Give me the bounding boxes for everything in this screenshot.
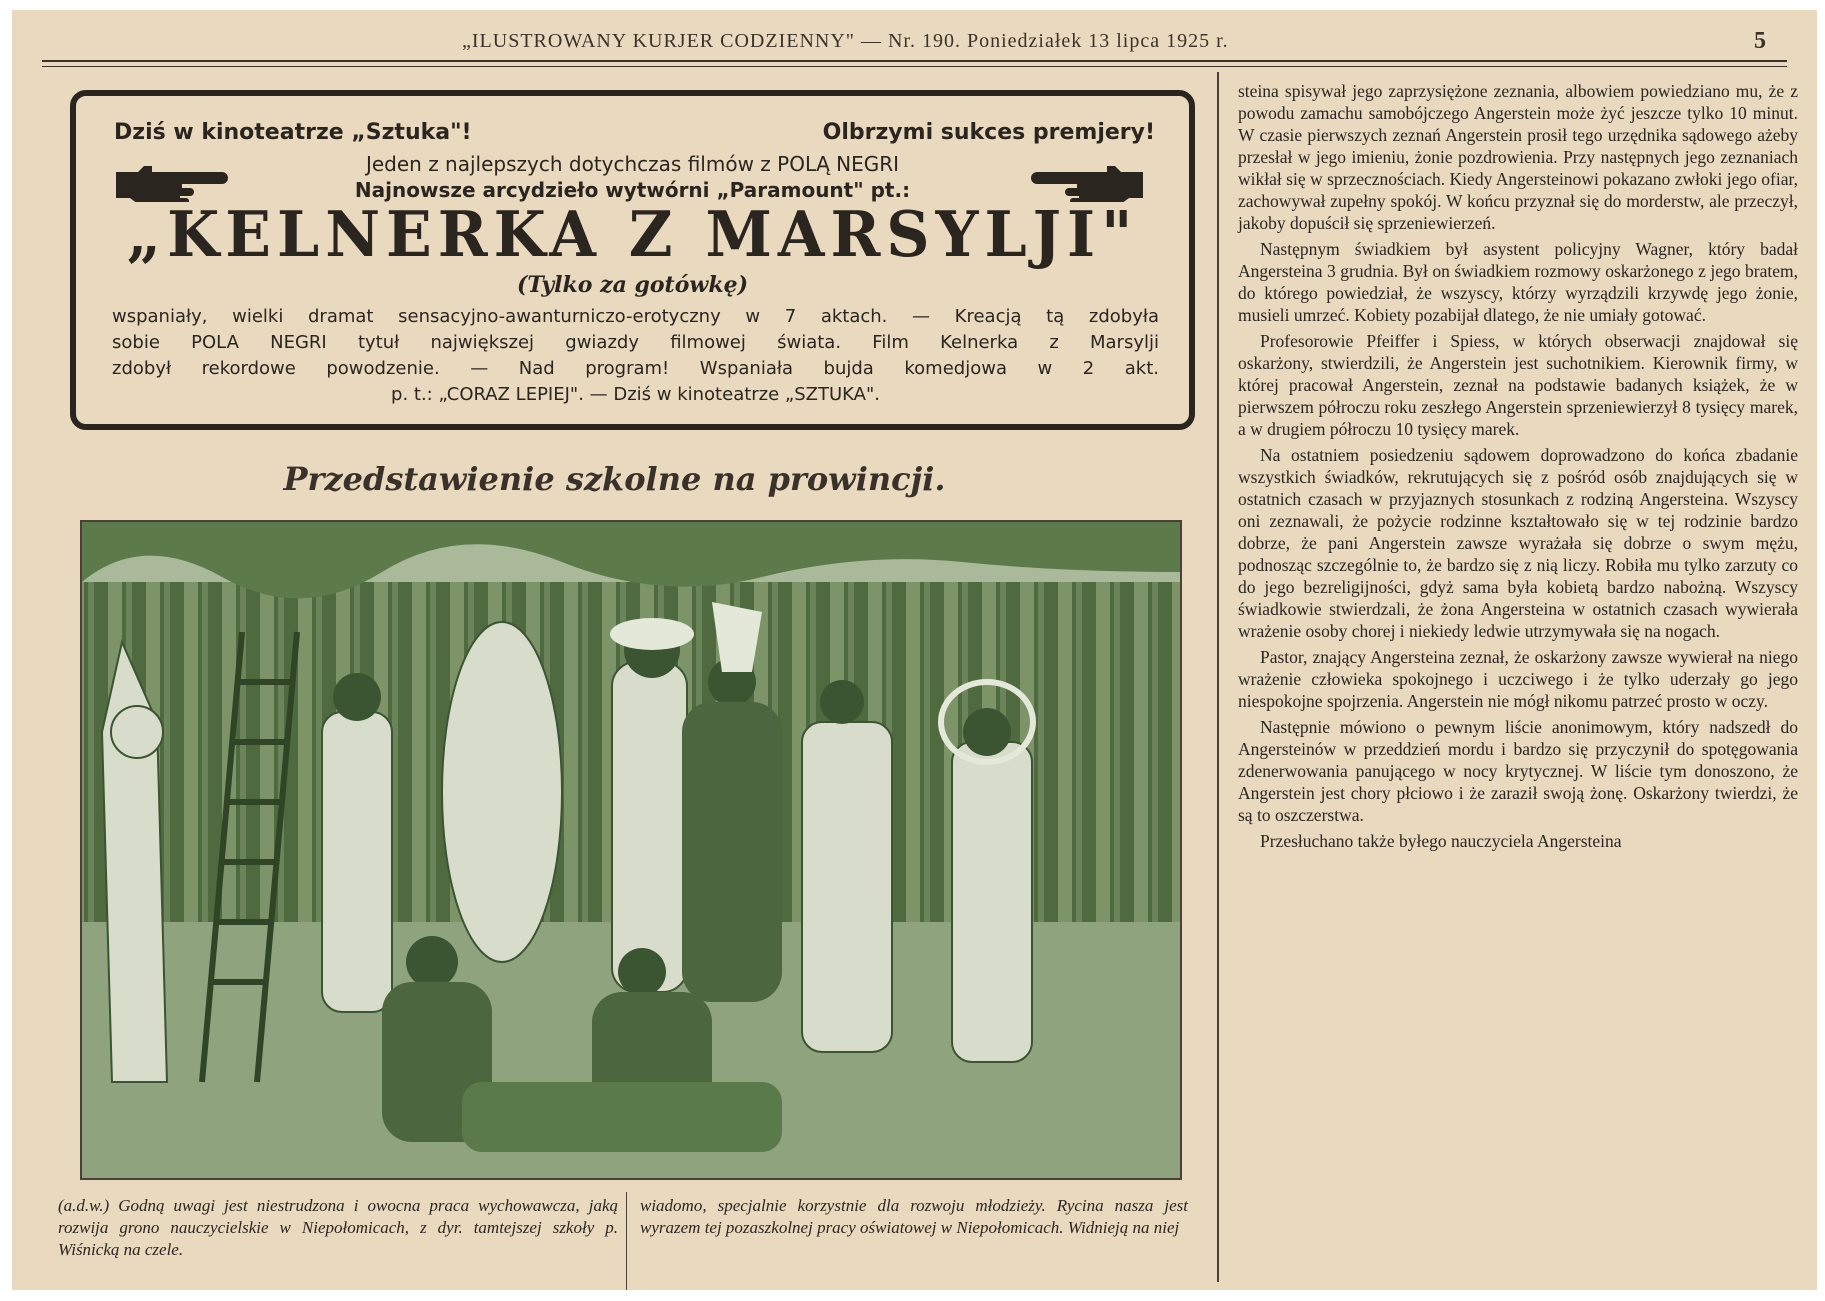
column-divider	[1217, 72, 1219, 1282]
article-paragraph: steina spisywał jego zaprzysiężone zeznania, albowiem powiedziano mu, że z powodu zamachu samobójczego Angerstein może żyć jeszcze tylko 10 minut. W czasie pierwszych zeznań Angerstein prosił tego urzędnika sądowego ażeby przesłał w jego imieniu, żonie pozdrowienia. Przy następnych jego zeznaniach wikłał się w sprzecznościach. Kiedy Angersteinowi pokazano zwłoki jego ofiar, zachowywał zupełny spokój. W końcu przyznał się do morderstw, ale przeczył, jakoby dopuścił się sprzeniewierzeń.	[1238, 81, 1798, 233]
ad-body-line: sobie POLA NEGRI tytuł największej gwiazdy filmowej świata. Film Kelnerka z Marsylji	[112, 332, 1159, 353]
header-rule	[42, 60, 1787, 67]
article-paragraph: Na ostatniem posiedzeniu sądowem doprowadzono do końca zbadanie wszystkich świadków, rekrutujących się z pośród osób znajdujących się w ostatnich czasach w przyjaznych stosunkach z rodziną Angersteina. Wszyscy oni zeznawali, że pożycie rodzinne kształtowało się w tej rodzinie bardzo dobrze, że pani Angerstein zawsze wyrażała się dobrze o swym mężu, podnosząc szczególnie to, że bardzo się z nią liczy. Robiła mu tylko zarzuty co do jego bezreligijności, gdyż sama była kobietą bardzo nabożną. Wszyscy świadkowie stwierdzali, że żona Angersteina w ostatnich czasach wywierała wrażenie osoby chorej i niekiedy ledwie utrzymywała się na nogach.	[1238, 445, 1798, 641]
ad-studio-line: Najnowsze arcydzieło wytwórni „Paramount" pt.:	[354, 178, 911, 202]
article-paragraph: Następnym świadkiem był asystent policyjny Wagner, który badał Angersteina 3 grudnia. Był on świadkiem rozmowy oskarżonego z jego bratem, do którego powiedział, że wszyscy, którzy wyrządzili krzywdę jego żonie, musieli umrzeć. Kobiety pozabijał dlatego, że nie umiały gotować.	[1238, 239, 1798, 325]
cinema-advertisement	[70, 90, 1195, 430]
article-paragraph: Przesłuchano także byłego nauczyciela Angersteina	[1260, 831, 1622, 851]
masthead-line	[42, 24, 1787, 58]
article-paragraph: Następnie mówiono o pewnym liście anonimowym, który nadszedł do Angersteinów w przeddzień mordu i bardzo się przyczynił do spotęgowania zdenerwowania panującego w nocy krytycznej. W liście tym donoszono, że Angerstein jest chory płciowo i że zaraził swoją żonę. Oskarżony twierdzi, że są to oszczerstwa.	[1238, 717, 1798, 825]
photo-illustration	[82, 522, 1180, 1178]
school-play-photo	[80, 520, 1182, 1180]
ad-intro-line: Jeden z najlepszych dotychczas filmów z POLĄ NEGRI	[365, 152, 900, 176]
ad-cinema-line: Dziś w kinoteatrze „Sztuka"!	[114, 120, 472, 145]
photo-headline: Przedstawienie szkolne na prowincji.	[283, 460, 946, 498]
ad-body-line: zdobył rekordowe powodzenie. — Nad program! Wspaniała bujda komedjowa w 2 akt.	[112, 358, 1159, 379]
page-number: 5	[1754, 28, 1767, 54]
ad-body-line: wspaniały, wielki dramat sensacyjno-awanturniczo-erotyczny w 7 aktach. — Kreacją tą zdobyła	[112, 306, 1159, 327]
masthead-text: „ILUSTROWANY KURJER CODZIENNY" — Nr. 190. Poniedziałek 13 lipca 1925 r.	[462, 30, 1229, 52]
trial-article	[1238, 80, 1798, 856]
article-paragraph: Pastor, znający Angersteina zeznał, że oskarżony zawsze wywierał na niego wrażenie człowieka spokojnego i uczciwego i że tylko uderzały go jego niespokojne spojrzenia. Angerstein nie mógł nikomu patrzeć prosto w oczy.	[1238, 647, 1798, 711]
ad-film-title: „KELNERKA Z MARSYLJI"	[126, 198, 1139, 272]
newspaper-page	[12, 10, 1817, 1290]
photo-caption-right: wiadomo, specjalnie korzystnie dla rozwoju młodzieży. Rycina nasza jest wyrazem tej pozaszkolnej pracy oświatowej w Niepołomicach. Widnieją na niej	[640, 1196, 1188, 1237]
ad-success-line: Olbrzymi sukces premjery!	[822, 120, 1155, 145]
ad-body-line: p. t.: „CORAZ LEPIEJ". — Dziś w kinoteatrze „SZTUKA".	[391, 384, 880, 405]
ad-subtitle: (Tylko za gotówkę)	[517, 272, 748, 298]
article-paragraph: Profesorowie Pfeiffer i Spiess, w których obserwacji znajdował się oskarżony, stwierdzili, że Angerstein jest suchotnikiem. Kierownik firmy, w której pracował Angerstein, zeznał na podstawie badanych książek, że w pierwszem półroczu roku zeszłego Angerstein sprzeniewierzył 8 tysięcy marek, a w drugiem półroczu 10 tysięcy marek.	[1238, 331, 1798, 439]
photo-caption-left: (a.d.w.) Godną uwagi jest niestrudzona i owocna praca wychowawcza, jaką rozwija grono nauczycielskie w Niepołomicach, z dyr. tamtejszej szkoły p. Wiśnicką na czele.	[58, 1196, 618, 1259]
caption-divider	[626, 1192, 627, 1290]
